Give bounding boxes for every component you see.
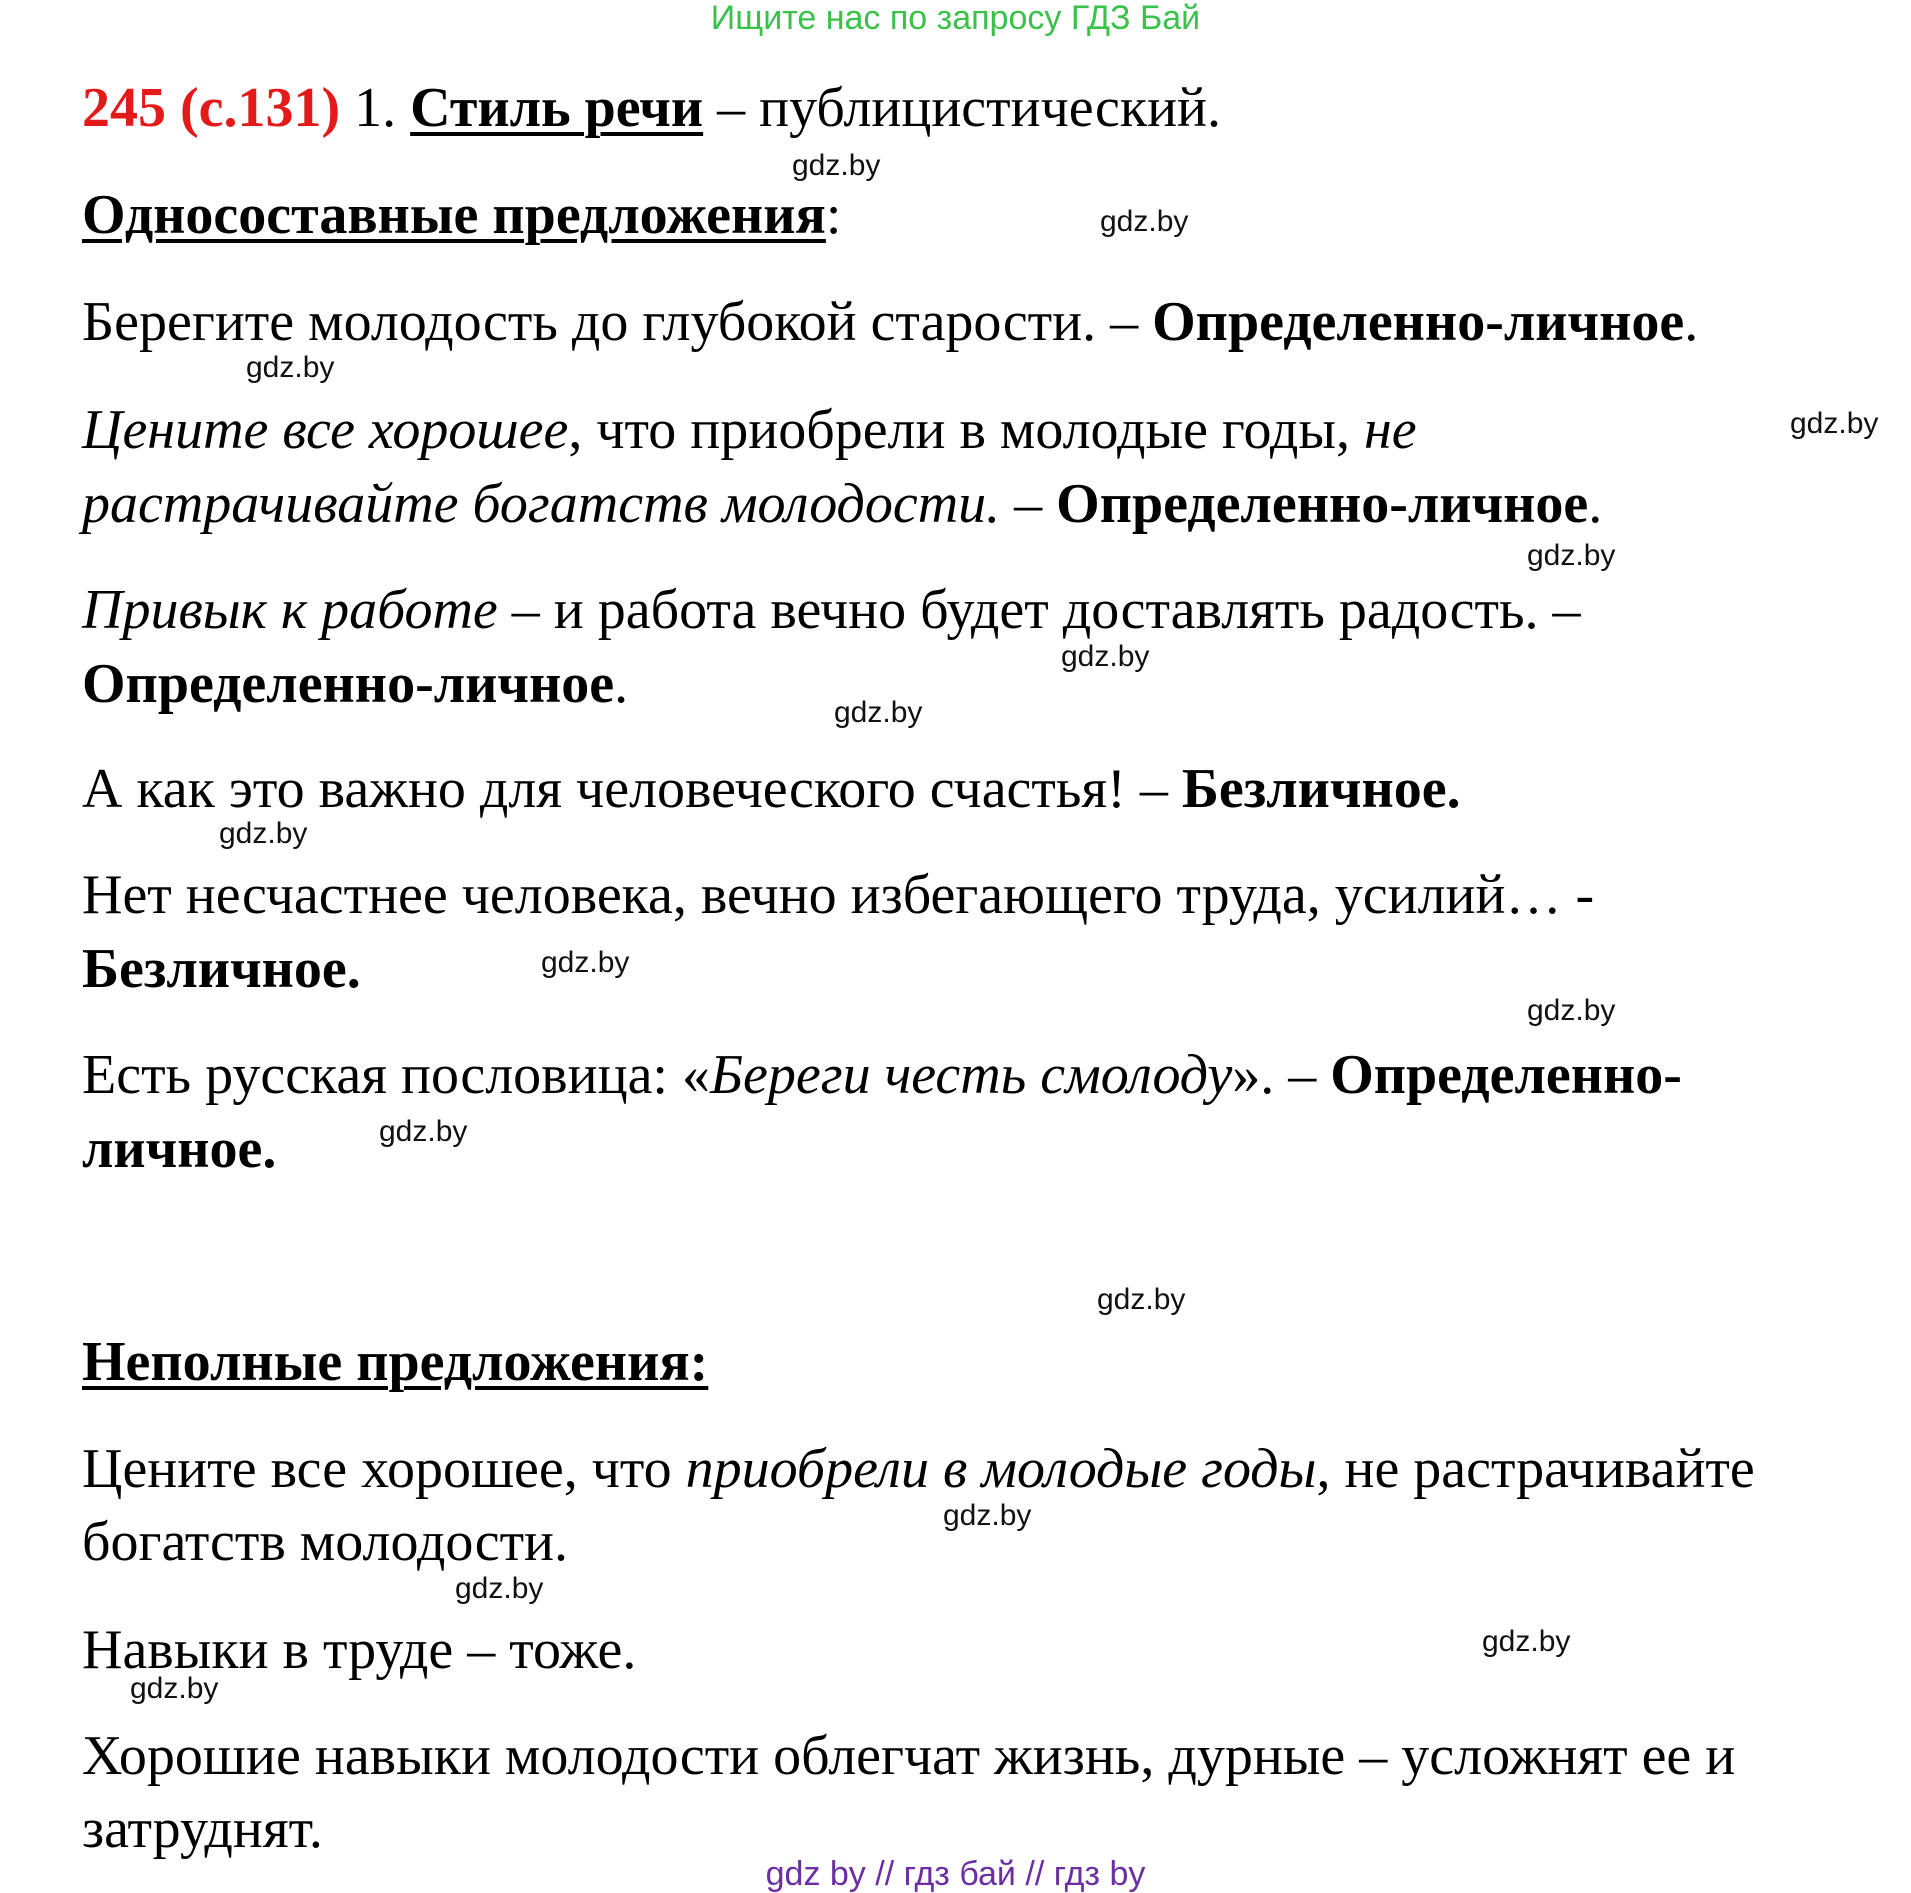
sentence-2-line2 [82, 472, 1602, 536]
watermark: gdz.by [455, 1572, 544, 1605]
sentence-2-end: . [1588, 473, 1603, 535]
section1-heading-text: Односоставные предложения [82, 184, 826, 246]
section1-heading [82, 183, 841, 247]
sentence-3-italic1: Привык к работе [82, 579, 498, 641]
watermark: gdz.by [943, 1499, 1032, 1532]
incomplete-sentence-1-line1 [82, 1437, 1755, 1501]
sentence-3-end: . [614, 653, 629, 715]
watermark: gdz.by [1100, 205, 1189, 238]
sentence-6-line1 [82, 1043, 1682, 1107]
section2-heading-text: Неполные предложения: [82, 1331, 709, 1393]
sentence-5-text: Нет несчастнее человека, вечно избегающего труда, усилий… - [82, 864, 1595, 926]
sentence-5-type: Безличное. [82, 938, 361, 1000]
task-item: 1. [340, 77, 411, 139]
watermark: gdz.by [834, 696, 923, 729]
incomplete-1-plain3: богатств молодости. [82, 1511, 569, 1573]
task-number: 245 (с.131) [82, 77, 341, 139]
watermark: gdz.by [792, 149, 881, 182]
incomplete-3-line2: затруднят. [82, 1798, 323, 1860]
watermark: gdz.by [1097, 1283, 1186, 1316]
incomplete-1-plain2: , не растрачивайте [1316, 1438, 1755, 1500]
section1-heading-colon: : [825, 184, 842, 246]
incomplete-3-line1: Хорошие навыки молодости облегчат жизнь, дурные – усложнят ее и [82, 1725, 1736, 1787]
watermark: gdz.by [1527, 539, 1616, 572]
task-title-line [82, 76, 1221, 140]
sentence-2-italic3: растрачивайте богатств молодости. [82, 473, 1001, 535]
watermark: gdz.by [541, 946, 630, 979]
incomplete-sentence-3-line1 [82, 1724, 1735, 1788]
sentence-3-line2 [82, 652, 628, 716]
sentence-2-dash: – [1000, 473, 1057, 535]
style-value: – публицистический. [703, 77, 1222, 139]
bottom-banner: gdz by // гдз бай // гдз by [765, 1855, 1146, 1893]
sentence-3-type: Определенно-личное [82, 653, 615, 715]
sentence-2-type: Определенно-личное [1056, 473, 1589, 535]
watermark: gdz.by [219, 817, 308, 850]
sentence-1-end: . [1684, 291, 1699, 353]
sentence-6-line2 [82, 1117, 276, 1181]
incomplete-sentence-1-line2 [82, 1510, 568, 1574]
incomplete-2-text: Навыки в труде – тоже. [82, 1619, 637, 1681]
watermark: gdz.by [1061, 640, 1150, 673]
style-label: Стиль речи [410, 77, 704, 139]
sentence-2-italic2: не [1364, 399, 1417, 461]
sentence-6-plain2: ». – [1232, 1044, 1331, 1106]
sentence-2-plain1: , что приобрели в молодые годы, [568, 399, 1364, 461]
incomplete-sentence-3-line2 [82, 1797, 323, 1861]
sentence-1 [82, 290, 1698, 354]
sentence-5-line2 [82, 937, 361, 1001]
incomplete-1-plain1: Цените все хорошее, что [82, 1438, 686, 1500]
watermark: gdz.by [130, 1672, 219, 1705]
sentence-1-type: Определенно-личное [1152, 291, 1685, 353]
watermark: gdz.by [1527, 994, 1616, 1027]
incomplete-1-italic1: приобрели в молодые годы [685, 1438, 1317, 1500]
sentence-5-line1 [82, 863, 1594, 927]
sentence-4-text: А как это важно для человеческого счастья! – [82, 758, 1182, 820]
sentence-3-line1 [82, 578, 1581, 642]
section2-heading [82, 1330, 708, 1394]
sentence-3-plain1: – и работа вечно будет доставлять радость. – [497, 579, 1581, 641]
sentence-6-type1: Определенно- [1330, 1044, 1682, 1106]
sentence-4-type: Безличное. [1181, 758, 1461, 820]
top-banner: Ищите нас по запросу ГДЗ Бай [710, 0, 1201, 37]
sentence-4 [82, 757, 1461, 821]
watermark: gdz.by [1790, 407, 1879, 440]
sentence-6-italic1: Береги честь смолоду [709, 1044, 1233, 1106]
watermark: gdz.by [379, 1115, 468, 1148]
sentence-6-plain1: Есть русская пословица: « [82, 1044, 710, 1106]
watermark: gdz.by [246, 351, 335, 384]
sentence-6-type2: личное. [82, 1118, 277, 1180]
sentence-2-line1 [82, 398, 1417, 462]
sentence-2-italic1: Цените все хорошее [82, 399, 569, 461]
sentence-1-text: Берегите молодость до глубокой старости. – [82, 291, 1153, 353]
watermark: gdz.by [1482, 1625, 1571, 1658]
